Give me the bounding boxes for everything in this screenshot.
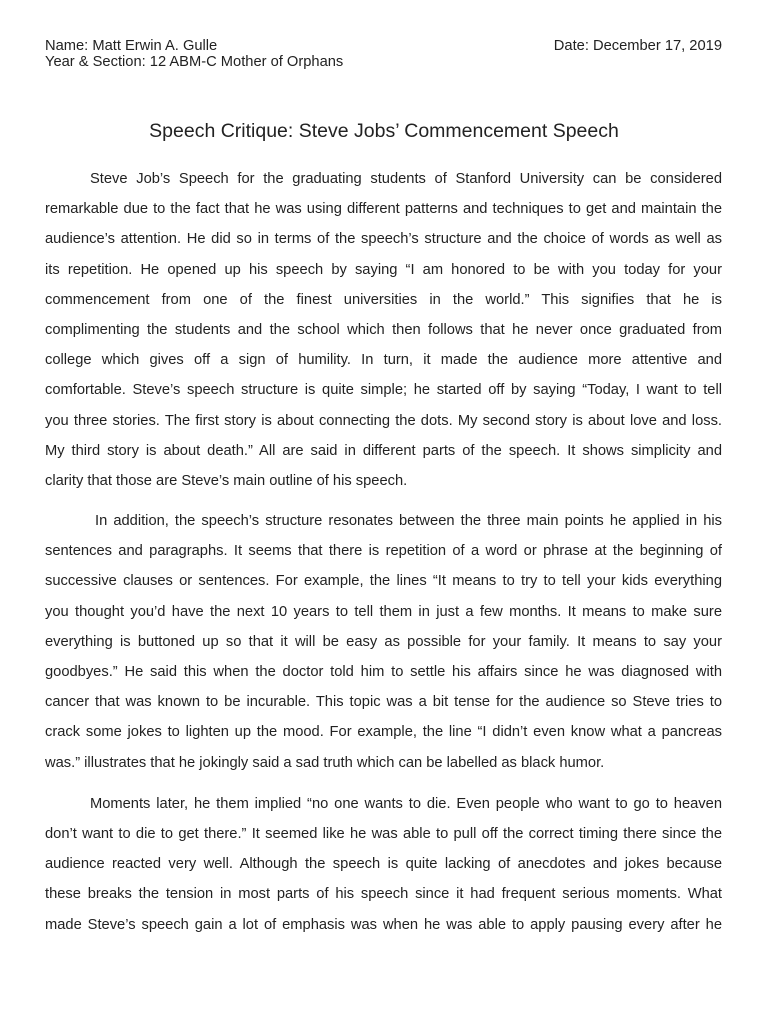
paragraph-line: its repetition. He opened up his speech by saying “I am honored to be with you today for your: [45, 261, 722, 278]
paragraph-line: audience reacted very well. Although the speech is quite lacking of anecdotes and jokes because: [45, 856, 722, 873]
header-row-name-date: [45, 39, 722, 55]
paragraph-line: My third story is about death.” All are said in different parts of the speech. It shows simplicity and: [45, 442, 722, 459]
document-body: [45, 164, 722, 940]
paragraph-line: comfortable. Steve’s speech structure is quite simple; he started off by saying “Today, I want to tell: [45, 382, 722, 399]
document-title: Speech Critique: Steve Jobs’ Commencement Speech: [149, 120, 619, 142]
document-header: [45, 39, 722, 70]
paragraph-line: remarkable due to the fact that he was using different patterns and techniques to get and maintain the: [45, 201, 722, 218]
year-and-section: Year & Section: 12 ABM-C Mother of Orphans: [45, 53, 344, 70]
paragraph-line: you thought you’d have the next 10 years to tell them in just a few months. It means to make sure: [45, 603, 722, 620]
paragraph-line: Moments later, he them implied “no one wants to die. Even people who want to go to heaven: [90, 795, 722, 812]
paragraph-line: made Steve’s speech gain a lot of emphasis was when he was able to apply pausing every after he: [45, 916, 722, 933]
paragraph-line: crack some jokes to lighten up the mood. For example, the line “I didn’t even know what a pancreas: [45, 724, 722, 741]
paragraph: [45, 506, 722, 778]
paragraph: [45, 789, 722, 940]
document-date: Date: December 17, 2019: [553, 38, 722, 54]
paragraph-line: everything is buttoned up so that it will be easy as possible for your family. It means to say your: [45, 633, 722, 650]
paragraph-line: college which gives off a sign of humility. In turn, it made the audience more attentive and: [45, 352, 722, 369]
paragraph-line: you three stories. The first story is about connecting the dots. My second story is about love and loss.: [45, 412, 722, 429]
paragraph-line: don’t want to die to get there.” It seemed like he was able to pull off the correct timing there since the: [45, 825, 722, 842]
paragraph-line: clarity that those are Steve’s main outline of his speech.: [45, 472, 408, 489]
student-name: Name: Matt Erwin A. Gulle: [45, 38, 218, 54]
paragraph-line: sentences and paragraphs. It seems that there is repetition of a word or phrase at the beginning of: [45, 543, 722, 560]
paragraph-line: complimenting the students and the school which then follows that he never once graduated from: [45, 321, 722, 338]
paragraph-line: goodbyes.” He said this when the doctor told him to settle his affairs since he was diagnosed with: [45, 664, 722, 680]
paragraph-line: cancer that was known to be incurable. This topic was a bit tense for the audience so Steve tries to: [45, 694, 722, 711]
paragraph-line: was.” illustrates that he jokingly said a sad truth which can be labelled as black humor.: [45, 754, 605, 771]
header-row-section: [45, 55, 722, 71]
paragraph-line: In addition, the speech’s structure resonates between the three main points he applied in his: [95, 513, 722, 530]
paragraph: [45, 164, 722, 496]
paragraph-line: commencement from one of the finest universities in the world.” This signifies that he is: [45, 291, 722, 308]
paragraph-line: these breaks the tension in most parts of his speech since it had frequent serious moments. What: [45, 886, 722, 903]
paragraph-line: Steve Job’s Speech for the graduating students of Stanford University can be considered: [90, 171, 722, 187]
paragraph-line: successive clauses or sentences. For example, the lines “It means to try to tell your kids everything: [45, 573, 722, 590]
paragraph-line: audience’s attention. He did so in terms of the speech’s structure and the choice of words as well as: [45, 231, 722, 248]
